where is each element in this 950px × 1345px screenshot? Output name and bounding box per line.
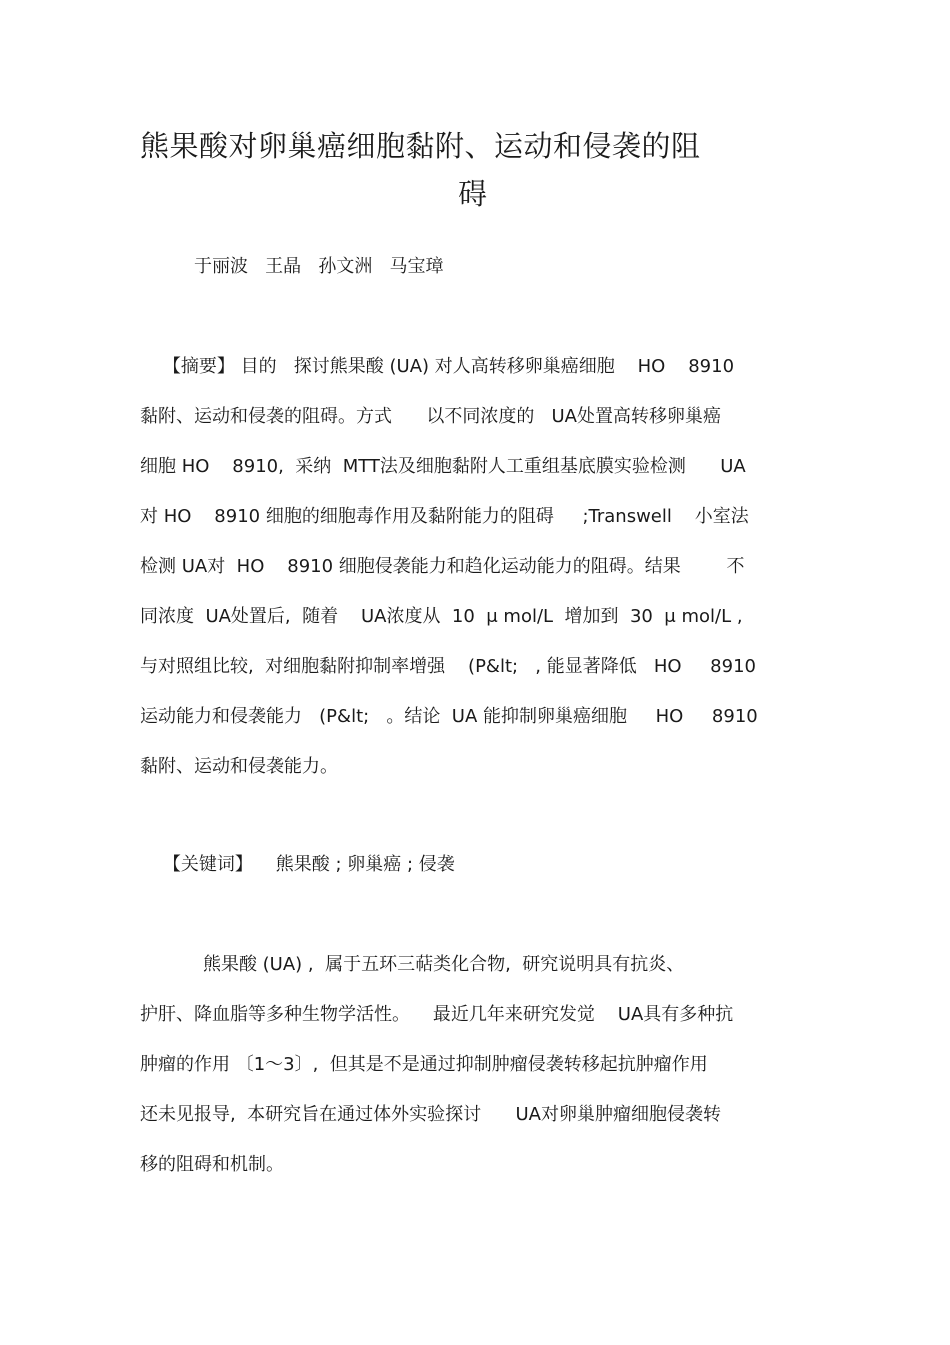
introduction-section xyxy=(140,940,816,1190)
keywords-line: 【关键词】 熊果酸 ; 卵巢癌 ; 侵袭 xyxy=(140,854,455,875)
abstract-line: 细胞 HO 8910, 采纳 MTT法及细胞黏附人工重组基底膜实验检测 UA xyxy=(140,456,746,477)
abstract-line: 检测 UA对 HO 8910 细胞侵袭能力和趋化运动能力的阻碍。结果 不 xyxy=(140,556,745,577)
intro-line: 护肝、降血脂等多种生物学活性。 最近几年来研究发觉 UA具有多种抗 xyxy=(140,1004,734,1025)
keywords-section xyxy=(140,840,816,890)
intro-line: 熊果酸 (UA) , 属于五环三萜类化合物, 研究说明具有抗炎、 xyxy=(140,954,685,975)
abstract-line: 对 HO 8910 细胞的细胞毒作用及黏附能力的阻碍 ;Transwell 小室法 xyxy=(140,506,749,527)
abstract-line: 黏附、运动和侵袭的阻碍。方式 以不同浓度的 UA处置高转移卵巢癌 xyxy=(140,406,721,427)
abstract-line: 黏附、运动和侵袭能力。 xyxy=(140,756,338,777)
abstract-line: 【摘要】 目的 探讨熊果酸 (UA) 对人高转移卵巢癌细胞 HO 8910 xyxy=(140,356,735,377)
title-line-1: 熊果酸对卵巢癌细胞黏附、运动和侵袭的阻 xyxy=(140,129,701,163)
author-list: 于丽波 王晶 孙文洲 马宝璋 xyxy=(194,256,444,277)
abstract-line: 运动能力和侵袭能力 (P&lt; 。结论 UA 能抑制卵巢癌细胞 HO 8910 xyxy=(140,706,758,727)
abstract-line: 与对照组比较, 对细胞黏附抑制率增强 (P&lt; , 能显著降低 HO 8910 xyxy=(140,656,756,677)
intro-line: 肿瘤的作用 〔1～3〕, 但其是不是通过抑制肿瘤侵袭转移起抗肿瘤作用 xyxy=(140,1054,708,1075)
title-line-2: 碍 xyxy=(458,177,488,211)
intro-line: 移的阻碍和机制。 xyxy=(140,1154,284,1175)
paper-title xyxy=(140,122,810,218)
abstract-line: 同浓度 UA处置后, 随着 UA浓度从 10 μ mol/L 增加到 30 μ mol/L , xyxy=(140,606,743,627)
intro-line: 还未见报导, 本研究旨在通过体外实验探讨 UA对卵巢肿瘤细胞侵袭转 xyxy=(140,1104,721,1125)
abstract-section xyxy=(140,342,816,792)
